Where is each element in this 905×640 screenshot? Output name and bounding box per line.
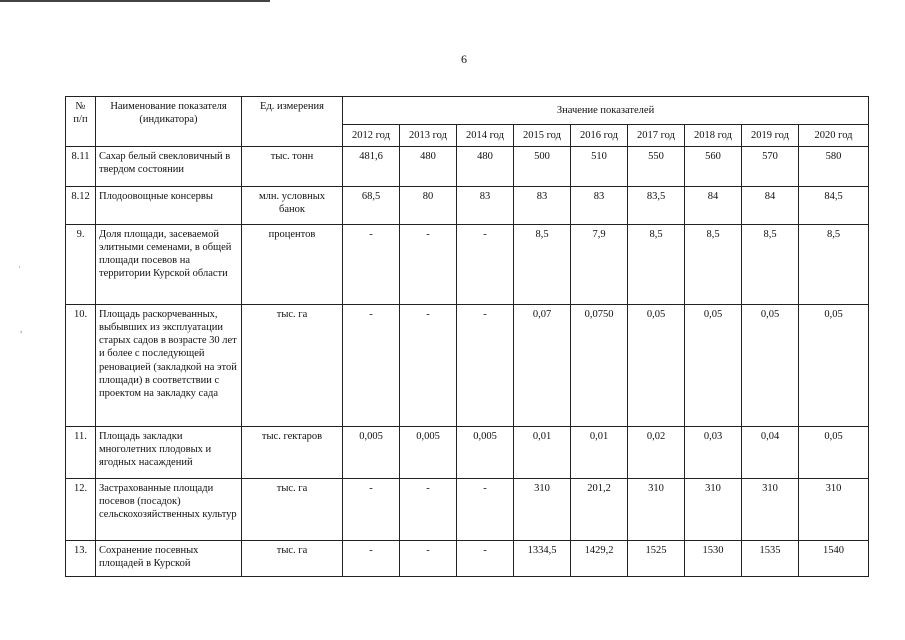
indicators-table	[65, 96, 869, 577]
row-unit: тыс. га	[242, 541, 343, 577]
row-value: 0,03	[685, 427, 742, 479]
row-number: 11.	[66, 427, 96, 479]
row-value: -	[400, 225, 457, 305]
row-unit: тыс. га	[242, 479, 343, 541]
row-name: Площадь закладки многолетних плодовых и ягодных насаждений	[96, 427, 242, 479]
row-value: 83,5	[628, 187, 685, 225]
row-name: Доля площади, засеваемой элитными семенами, в общей площади посевов на территории Курской области	[96, 225, 242, 305]
row-value: 1334,5	[514, 541, 571, 577]
row-value: 0,005	[343, 427, 400, 479]
row-name: Сохранение посевных площадей в Курской	[96, 541, 242, 577]
row-unit: процентов	[242, 225, 343, 305]
row-value: 83	[514, 187, 571, 225]
row-value: 500	[514, 147, 571, 187]
row-value: -	[343, 479, 400, 541]
row-value: 80	[400, 187, 457, 225]
row-value: 0,02	[628, 427, 685, 479]
row-value: -	[343, 305, 400, 427]
header-num: № п/п	[66, 97, 96, 147]
row-number: 13.	[66, 541, 96, 577]
row-value: -	[343, 541, 400, 577]
row-value: 480	[400, 147, 457, 187]
row-value: 8,5	[742, 225, 799, 305]
row-value: 0,05	[628, 305, 685, 427]
row-unit: тыс. тонн	[242, 147, 343, 187]
scan-speck: ,	[20, 324, 23, 334]
row-value: 0,01	[571, 427, 628, 479]
row-value: 310	[742, 479, 799, 541]
row-value: 83	[571, 187, 628, 225]
row-value: 84	[685, 187, 742, 225]
row-value: -	[400, 541, 457, 577]
header-year: 2013 год	[400, 125, 457, 147]
row-value: 8,5	[799, 225, 869, 305]
row-value: 0,07	[514, 305, 571, 427]
row-value: 0,005	[400, 427, 457, 479]
row-value: 550	[628, 147, 685, 187]
row-number: 8.12	[66, 187, 96, 225]
row-name: Площадь раскорчеванных, выбывших из эксплуатации старых садов в возрасте 30 лет и более с последующей реновацией (закладкой на этой площади) в соответствии с проектом на закладку сада	[96, 305, 242, 427]
row-value: 510	[571, 147, 628, 187]
table-row	[66, 427, 869, 479]
row-value: 83	[457, 187, 514, 225]
header-year: 2019 год	[742, 125, 799, 147]
row-number: 10.	[66, 305, 96, 427]
header-year: 2015 год	[514, 125, 571, 147]
row-value: -	[457, 541, 514, 577]
row-value: -	[343, 225, 400, 305]
table-row	[66, 225, 869, 305]
row-value: 0,05	[799, 427, 869, 479]
header-year: 2016 год	[571, 125, 628, 147]
row-number: 12.	[66, 479, 96, 541]
row-value: 560	[685, 147, 742, 187]
row-value: 1535	[742, 541, 799, 577]
row-value: 8,5	[685, 225, 742, 305]
row-value: 1530	[685, 541, 742, 577]
row-value: 1525	[628, 541, 685, 577]
table-row	[66, 479, 869, 541]
row-value: 1429,2	[571, 541, 628, 577]
row-unit: тыс. гектаров	[242, 427, 343, 479]
header-year: 2018 год	[685, 125, 742, 147]
row-number: 8.11	[66, 147, 96, 187]
row-value: 84,5	[799, 187, 869, 225]
table-row	[66, 147, 869, 187]
table-row	[66, 187, 869, 225]
row-value: 84	[742, 187, 799, 225]
header-year: 2017 год	[628, 125, 685, 147]
row-unit: млн. условных банок	[242, 187, 343, 225]
row-value: 1540	[799, 541, 869, 577]
row-value: 0,05	[742, 305, 799, 427]
row-unit: тыс. га	[242, 305, 343, 427]
row-value: 0,04	[742, 427, 799, 479]
header-year: 2020 год	[799, 125, 869, 147]
row-value: 8,5	[628, 225, 685, 305]
row-value: 0,01	[514, 427, 571, 479]
row-value: 580	[799, 147, 869, 187]
row-value: 68,5	[343, 187, 400, 225]
row-value: 8,5	[514, 225, 571, 305]
row-value: 7,9	[571, 225, 628, 305]
row-value: 480	[457, 147, 514, 187]
scan-speck: ·	[18, 262, 21, 272]
row-number: 9.	[66, 225, 96, 305]
header-year: 2014 год	[457, 125, 514, 147]
row-name: Застрахованные площади посевов (посадок) сельскохозяйственных культур	[96, 479, 242, 541]
row-name: Сахар белый свекловичный в твердом состоянии	[96, 147, 242, 187]
row-value: -	[400, 305, 457, 427]
row-name: Плодоовощные консервы	[96, 187, 242, 225]
row-value: 310	[514, 479, 571, 541]
header-name: Наименование показателя (индикатора)	[96, 97, 242, 147]
row-value: -	[457, 305, 514, 427]
row-value: -	[400, 479, 457, 541]
row-value: 481,6	[343, 147, 400, 187]
page-number: 6	[461, 52, 467, 66]
row-value: 0,005	[457, 427, 514, 479]
header-unit: Ед. измерения	[242, 97, 343, 147]
row-value: 0,05	[799, 305, 869, 427]
row-value: 310	[685, 479, 742, 541]
top-rule	[0, 0, 270, 2]
row-value: 310	[628, 479, 685, 541]
table-row	[66, 541, 869, 577]
row-value: 201,2	[571, 479, 628, 541]
row-value: -	[457, 225, 514, 305]
row-value: 0,0750	[571, 305, 628, 427]
row-value: 310	[799, 479, 869, 541]
header-values: Значение показателей	[343, 97, 869, 125]
row-value: -	[457, 479, 514, 541]
row-value: 570	[742, 147, 799, 187]
header-year: 2012 год	[343, 125, 400, 147]
row-value: 0,05	[685, 305, 742, 427]
table-row	[66, 305, 869, 427]
